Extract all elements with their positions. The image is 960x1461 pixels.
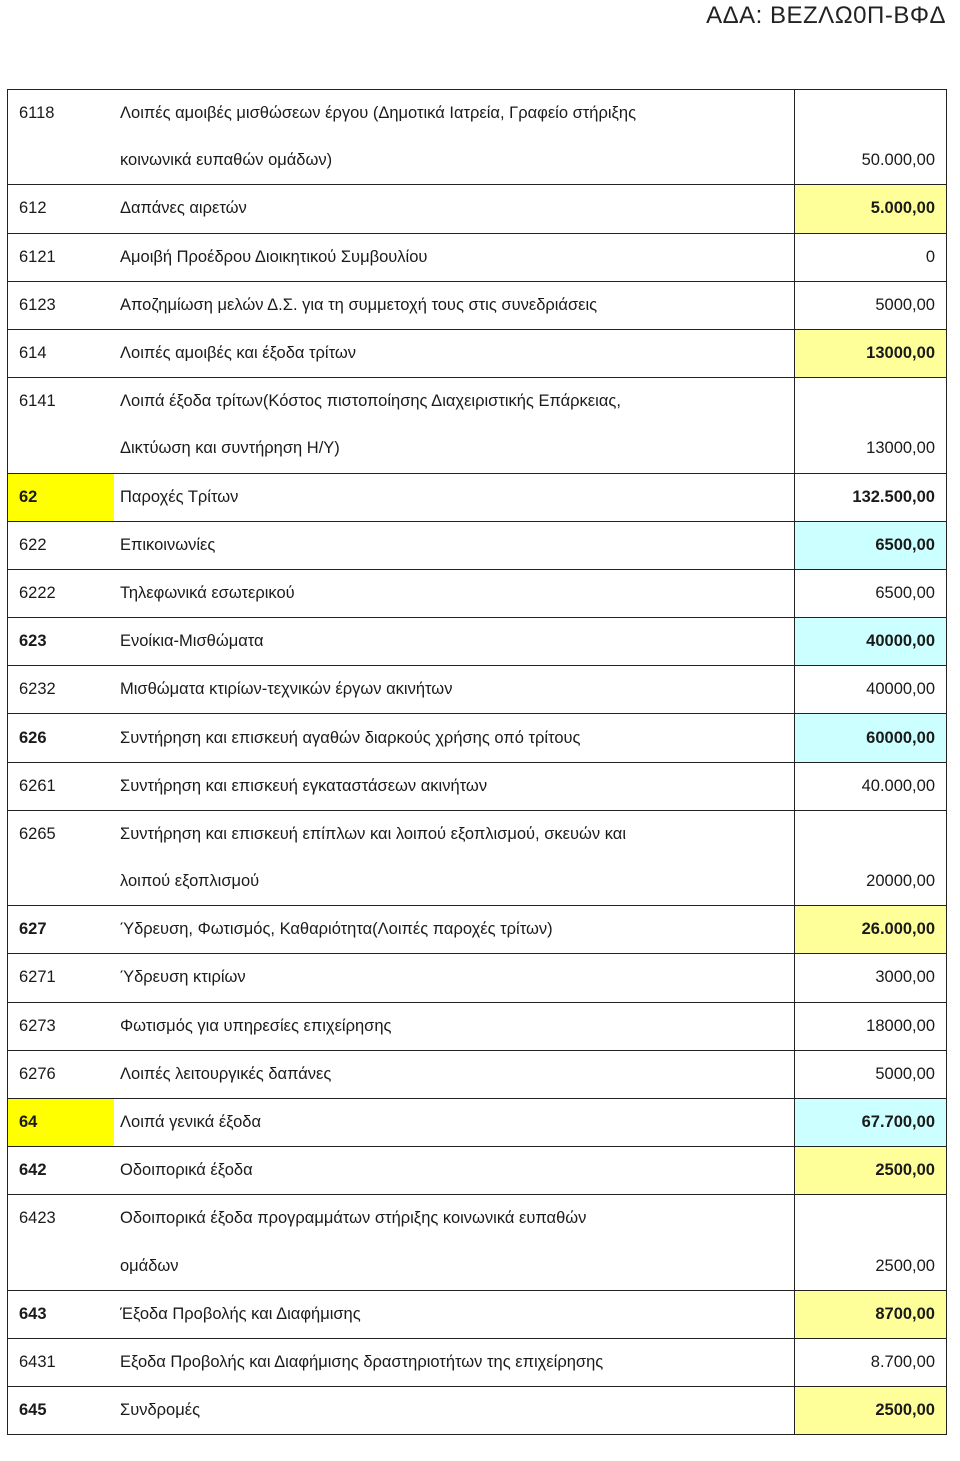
account-code: 62 [8, 473, 115, 521]
account-amount: 40.000,00 [795, 762, 947, 810]
account-code [8, 858, 115, 906]
table-row [8, 1147, 947, 1195]
table-row [8, 378, 947, 426]
account-code [8, 137, 115, 185]
account-amount: 5000,00 [795, 281, 947, 329]
table-row [8, 1387, 947, 1435]
account-description: Λοιπές αμοιβές μισθώσεων έργου (Δημοτικά Ιατρεία, Γραφείο στήριξης [114, 90, 795, 138]
account-description: Δαπάνες αιρετών [114, 185, 795, 233]
account-amount: 8700,00 [795, 1290, 947, 1338]
account-amount [795, 90, 947, 138]
account-description: κοινωνικά ευπαθών ομάδων) [120, 151, 333, 170]
account-amount: 6500,00 [795, 569, 947, 617]
account-description: Αποζημίωση μελών Δ.Σ. για τη συμμετοχή τους στις συνεδριάσεις [114, 281, 795, 329]
budget-table-body [8, 90, 947, 1435]
account-description: λοιπού εξοπλισμού [120, 872, 260, 891]
account-code: 6261 [8, 762, 115, 810]
table-row [8, 762, 947, 810]
account-description: Συνδρομές [114, 1387, 795, 1435]
account-amount [795, 378, 947, 426]
account-description: Φωτισμός για υπηρεσίες επιχείρησης [114, 1002, 795, 1050]
account-amount: 13000,00 [795, 425, 947, 473]
account-description: Εξοδα Προβολής και Διαφήμισης δραστηριοτήτων της επιχείρησης [114, 1338, 795, 1386]
table-row [8, 1002, 947, 1050]
table-row [8, 1243, 947, 1291]
account-amount: 2500,00 [795, 1147, 947, 1195]
account-code: 612 [8, 185, 115, 233]
account-amount: 5.000,00 [795, 185, 947, 233]
table-row [8, 1338, 947, 1386]
account-description: Ενοίκια-Μισθώματα [114, 618, 795, 666]
account-amount: 6500,00 [795, 521, 947, 569]
table-row [8, 1098, 947, 1146]
ada-code: ΑΔΑ: ΒΕΖΛΩ0Π-ΒΦΔ [706, 2, 946, 29]
account-description: Οδοιπορικά έξοδα προγραμμάτων στήριξης κοινωνικά ευπαθών [114, 1195, 795, 1243]
account-code: 6423 [8, 1195, 115, 1243]
account-code: 6222 [8, 569, 115, 617]
account-amount: 2500,00 [795, 1387, 947, 1435]
table-row [8, 233, 947, 281]
account-amount: 132.500,00 [795, 473, 947, 521]
table-row [8, 425, 947, 473]
account-code: 6232 [8, 666, 115, 714]
account-amount: 40000,00 [795, 618, 947, 666]
table-row [8, 569, 947, 617]
account-amount: 0 [795, 233, 947, 281]
account-code [8, 425, 115, 473]
account-code: 64 [8, 1098, 115, 1146]
account-description: Ύδρευση κτιρίων [114, 954, 795, 1002]
table-row [8, 137, 947, 185]
account-amount: 60000,00 [795, 714, 947, 762]
account-amount: 8.700,00 [795, 1338, 947, 1386]
account-code: 6141 [8, 378, 115, 426]
account-description: Έξοδα Προβολής και Διαφήμισης [114, 1290, 795, 1338]
account-description: Συντήρηση και επισκευή αγαθών διαρκούς χρήσης οπό τρίτους [114, 714, 795, 762]
account-description: Λοιπά έξοδα τρίτων(Κόστος πιστοποίησης Διαχειριστικής Επάρκειας, [114, 378, 795, 426]
account-amount: 50.000,00 [795, 137, 947, 185]
account-description: Παροχές Τρίτων [114, 473, 795, 521]
table-row [8, 1195, 947, 1243]
account-description: Συντήρηση και επισκευή εγκαταστάσεων ακινήτων [114, 762, 795, 810]
account-description: Δικτύωση και συντήρηση Η/Υ) [120, 439, 340, 458]
account-description: Μισθώματα κτιρίων-τεχνικών έργων ακινήτων [114, 666, 795, 714]
account-amount: 3000,00 [795, 954, 947, 1002]
account-code: 6118 [8, 90, 115, 138]
table-row [8, 90, 947, 138]
account-code: 6273 [8, 1002, 115, 1050]
account-description: Τηλεφωνικά εσωτερικού [114, 569, 795, 617]
table-row [8, 714, 947, 762]
budget-table [7, 89, 947, 1435]
account-code: 6265 [8, 810, 115, 858]
account-code: 642 [8, 1147, 115, 1195]
account-description: Συντήρηση και επισκευή επίπλων και λοιπού εξοπλισμού, σκευών και [114, 810, 795, 858]
account-code: 626 [8, 714, 115, 762]
table-row [8, 666, 947, 714]
table-row [8, 473, 947, 521]
account-description: ομάδων [120, 1256, 179, 1275]
account-code: 6271 [8, 954, 115, 1002]
account-amount: 26.000,00 [795, 906, 947, 954]
account-amount: 2500,00 [795, 1243, 947, 1291]
account-code: 6121 [8, 233, 115, 281]
account-description: Ύδρευση, Φωτισμός, Καθαριότητα(Λοιπές παροχές τρίτων) [114, 906, 795, 954]
account-code: 622 [8, 521, 115, 569]
account-code: 614 [8, 329, 115, 377]
account-code: 645 [8, 1387, 115, 1435]
table-row [8, 858, 947, 906]
table-row [8, 185, 947, 233]
table-row [8, 954, 947, 1002]
account-description: Λοιπά γενικά έξοδα [114, 1098, 795, 1146]
table-row [8, 329, 947, 377]
table-row [8, 521, 947, 569]
table-row [8, 1050, 947, 1098]
account-code: 627 [8, 906, 115, 954]
account-amount: 5000,00 [795, 1050, 947, 1098]
account-description: Λοιπές αμοιβές και έξοδα τρίτων [114, 329, 795, 377]
account-amount: 20000,00 [795, 858, 947, 906]
account-amount [795, 810, 947, 858]
account-amount: 40000,00 [795, 666, 947, 714]
account-description: Οδοιπορικά έξοδα [114, 1147, 795, 1195]
account-amount: 67.700,00 [795, 1098, 947, 1146]
account-code: 6123 [8, 281, 115, 329]
account-code: 643 [8, 1290, 115, 1338]
account-amount [795, 1195, 947, 1243]
account-amount: 13000,00 [795, 329, 947, 377]
table-row [8, 906, 947, 954]
account-description: Αμοιβή Προέδρου Διοικητικού Συμβουλίου [114, 233, 795, 281]
table-row [8, 618, 947, 666]
table-row [8, 810, 947, 858]
account-amount: 18000,00 [795, 1002, 947, 1050]
account-code: 6276 [8, 1050, 115, 1098]
account-code: 6431 [8, 1338, 115, 1386]
account-description: Λοιπές λειτουργικές δαπάνες [114, 1050, 795, 1098]
account-description: Επικοινωνίες [114, 521, 795, 569]
table-row [8, 1290, 947, 1338]
table-row [8, 281, 947, 329]
account-code: 623 [8, 618, 115, 666]
account-code [8, 1243, 115, 1291]
